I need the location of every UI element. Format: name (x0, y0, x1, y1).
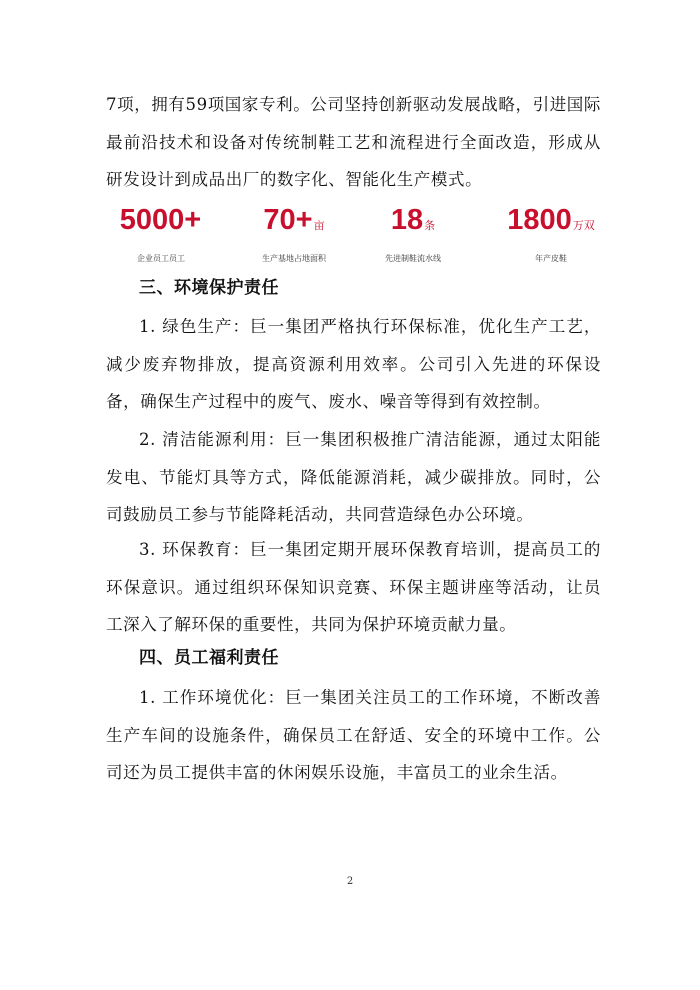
section-heading-environment: 三、环境保护责任 (139, 278, 279, 298)
stat-value: 70+ (263, 204, 313, 236)
stat-value: 5000+ (119, 204, 202, 236)
paragraph-clean-energy: 2. 清洁能源利用：巨一集团积极推广清洁能源，通过太阳能发电、节能灯具等方式，降低能源消耗，减少碳排放。同时，公司鼓励员工参与节能降耗活动，共同营造绿色办公环境。 (106, 430, 601, 525)
stat-unit: 亩 (313, 219, 325, 232)
stat-unit: 条 (424, 219, 436, 232)
stat-label: 生产基地占地面积 (262, 254, 326, 263)
stat-unit: 万双 (572, 219, 595, 232)
stat-land-area (229, 200, 359, 266)
stat-label: 年产皮鞋 (535, 254, 567, 263)
stat-employees (96, 200, 226, 266)
stat-value: 18 (390, 204, 424, 236)
stat-label: 先进制鞋流水线 (385, 254, 441, 263)
stat-annual-output (486, 200, 616, 266)
stat-label: 企业员工员工 (137, 254, 185, 263)
page-number: 2 (346, 876, 354, 887)
paragraph-green-production: 1. 绿色生产：巨一集团严格执行环保标准，优化生产工艺，减少废弃物排放，提高资源利用效率。公司引入先进的环保设备，确保生产过程中的废气、废水、噪音等得到有效控制。 (106, 317, 601, 412)
stat-value: 1800 (507, 204, 572, 236)
paragraph-work-environment: 1. 工作环境优化：巨一集团关注员工的工作环境，不断改善生产车间的设施条件，确保员工在舒适、安全的环境中工作。公司还为员工提供丰富的休闲娱乐设施，丰富员工的业余生活。 (106, 688, 601, 783)
intro-paragraph: 7项，拥有59项国家专利。公司坚持创新驱动发展战略，引进国际最前沿技术和设备对传统制鞋工艺和流程进行全面改造，形成从研发设计到成品出厂的数字化、智能化生产模式。 (106, 95, 601, 190)
section-heading-employee-welfare: 四、员工福利责任 (139, 648, 279, 668)
stat-production-lines (348, 200, 478, 266)
paragraph-environmental-education: 3. 环保教育：巨一集团定期开展环保教育培训，提高员工的环保意识。通过组织环保知识竞赛、环保主题讲座等活动，让员工深入了解环保的重要性，共同为保护环境贡献力量。 (106, 540, 601, 635)
stats-row (96, 200, 616, 270)
